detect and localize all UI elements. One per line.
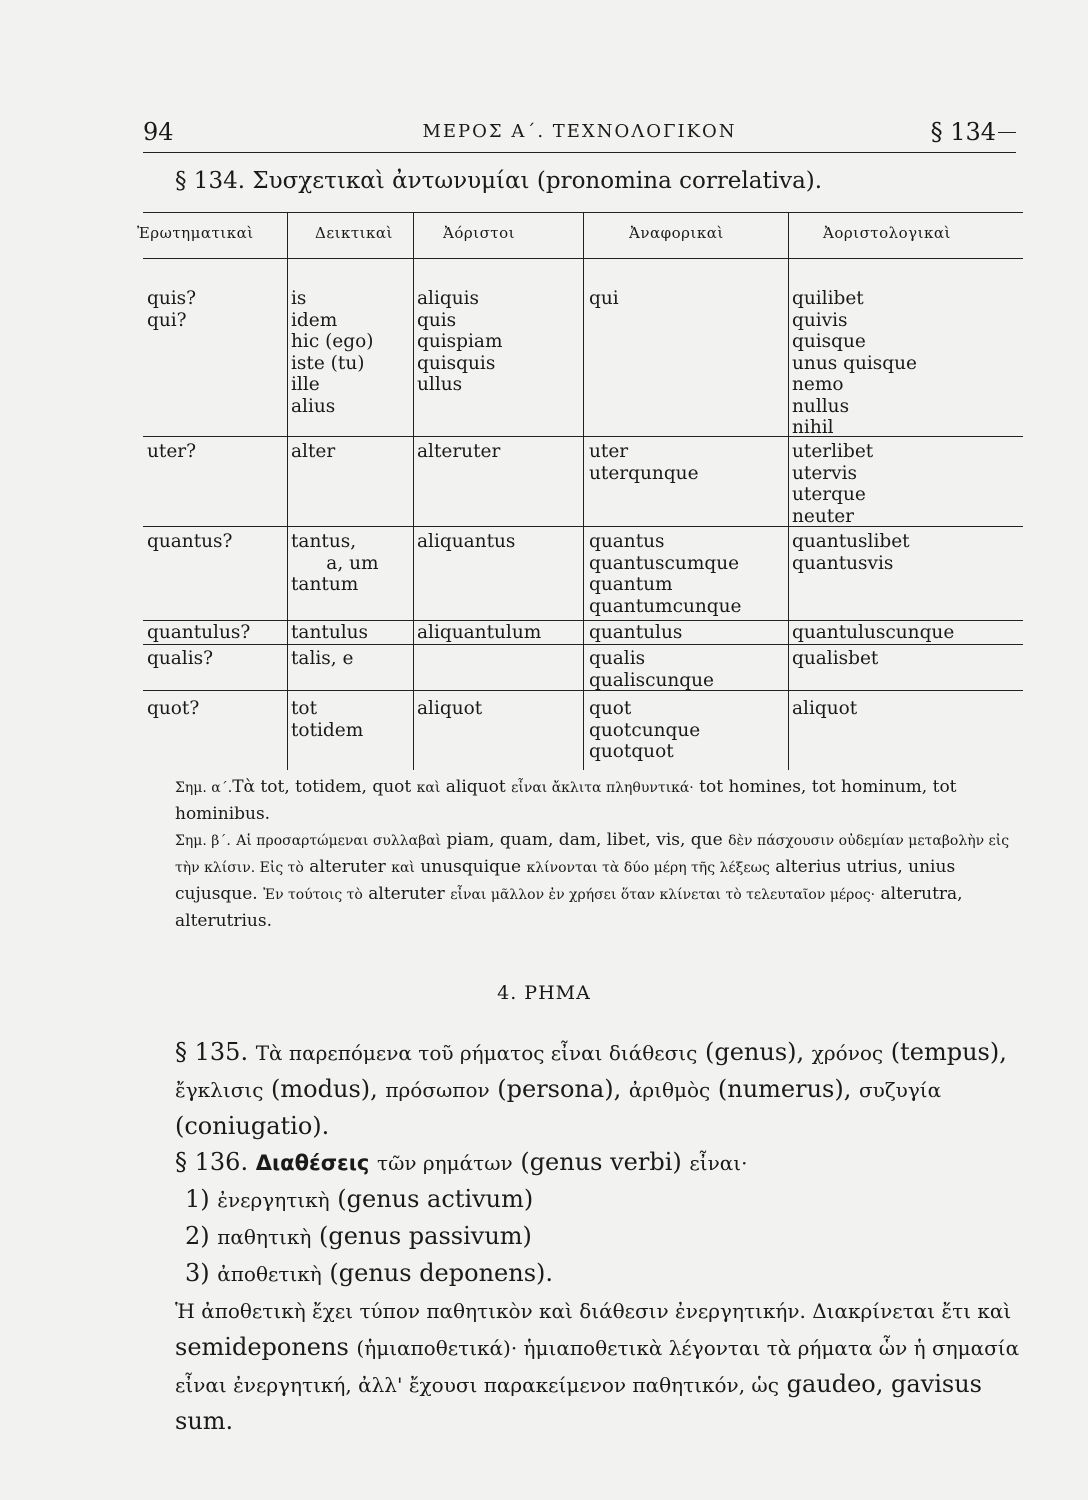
table-cell: uter uterqunque	[589, 441, 699, 484]
table-cell: quilibet quivis quisque unus quisque nemo nullus nihil	[792, 288, 917, 438]
running-title: ΜΕΡΟΣ Α΄. ΤΕΧΝΟΛΟΓΙΚΟΝ	[422, 121, 737, 142]
table-cell: aliquantus	[417, 531, 516, 552]
table-cell: quis? qui?	[147, 288, 197, 331]
table-cell: uterlibet utervis uterque neuter	[792, 441, 874, 527]
table-cell: aliquantulum	[417, 622, 542, 643]
list-item: 2) παθητικὴ (genus passivum)	[185, 1222, 532, 1250]
table-cell: talis, e	[291, 648, 354, 669]
table-cell: is idem hic (ego) iste (tu) ille alius	[291, 288, 374, 417]
paragraph-deponens: Ἡ ἀποθετικὴ ἔχει τύπον παθητικὸν καὶ διάθεσιν ἐνεργητικήν. Διακρίνεται ἔτι καὶ semideponens (ἡμιαποθετικά)· ἡμιαποθετικὰ λέγονται τὰ ρήματα ὧν ἡ σημασία εἶναι ἐνεργητική, ἀλλ' ἔχουσι παρακείμενον παθητικόν, ὡς gaudeo, gavisus sum.	[175, 1299, 1020, 1435]
table-cell: tot totidem	[291, 698, 364, 741]
table-cell: qualisbet	[792, 648, 879, 669]
group-rule	[143, 620, 1023, 621]
group-rule	[143, 526, 1023, 527]
table-cell: qui	[589, 288, 619, 309]
section-heading: § 134. Συσχετικαὶ ἀντωνυμίαι (pronomina correlativa).	[175, 168, 823, 194]
table-cell: aliquis quis quispiam quisquis ullus	[417, 288, 503, 395]
header-dash	[998, 132, 1016, 133]
correlatives-table	[137, 212, 1023, 770]
table-cell: quot?	[147, 698, 200, 719]
paragraph-135: § 135. Τὰ παρεπόμενα τοῦ ρήματος εἶναι διάθεσις (genus), χρόνος (tempus), ἔγκλισις (modus), πρόσωπον (persona), ἀριθμὸς (numerus), συζυγία (coniugatio).	[175, 1038, 1007, 1140]
page-number: 94	[143, 118, 174, 146]
table-cell: uter?	[147, 441, 197, 462]
table-cell: tantus, a, um tantum	[291, 531, 379, 595]
table-cell: quantulus?	[147, 622, 251, 643]
col-divider	[287, 212, 288, 770]
list-item: 1) ἐνεργητικὴ (genus activum)	[185, 1185, 534, 1213]
col-divider	[788, 212, 789, 770]
list-item: 3) ἀποθετικὴ (genus deponens).	[185, 1259, 553, 1287]
table-cell: aliquot	[417, 698, 483, 719]
col-divider	[413, 212, 414, 770]
table-cell: quantulus	[589, 622, 683, 643]
table-cell: quantus?	[147, 531, 233, 552]
table-cell: alteruter	[417, 441, 501, 462]
paragraph-136: § 136. Διαθέσεις τῶν ρημάτων (genus verbi) εἶναι·	[175, 1148, 748, 1176]
col-divider	[583, 212, 584, 770]
table-cell: quantuslibet quantusvis	[792, 531, 910, 574]
section-ref: § 134	[930, 118, 996, 146]
table-cell: quantus quantuscumque quantum quantumcunque	[589, 531, 742, 617]
group-rule	[143, 690, 1023, 691]
table-cell: alter	[291, 441, 336, 462]
col-header-indefinite-relative: Ἀοριστολογικαὶ	[823, 224, 951, 242]
note-1: Σημ. α΄.Τὰ tot, totidem, quot καὶ aliquot εἶναι ἄκλιτα πληθυντικά· tot homines, tot hominum, tot hominibus.	[175, 777, 957, 824]
col-header-relative: Ἀναφορικαὶ	[629, 224, 724, 242]
col-header-demonstrative: Δεικτικαὶ	[315, 224, 393, 242]
table-cell: quot quotcunque quotquot	[589, 698, 701, 762]
main-text	[147, 1034, 1027, 1439]
table-cell: tantulus	[291, 622, 369, 643]
group-rule	[143, 644, 1023, 645]
header-rule	[143, 152, 1016, 153]
col-header-interrogative: Ἐρωτηματικαὶ	[137, 224, 254, 242]
table-notes	[147, 774, 1027, 934]
table-cell: qualis qualiscunque	[589, 648, 715, 691]
table-cell: qualis?	[147, 648, 214, 669]
table-cell: quantuluscunque	[792, 622, 955, 643]
subsection-title: 4. ΡΗΜΑ	[497, 982, 591, 1004]
col-header-indefinite: Ἀόριστοι	[443, 224, 516, 242]
running-header	[143, 118, 1016, 150]
note-2: Σημ. β΄. Αἱ προσαρτώμεναι συλλαβαὶ piam, quam, dam, libet, vis, que δὲν πάσχουσιν οὐδεμίαν μεταβολὴν εἰς τὴν κλίσιν. Εἰς τὸ alteruter καὶ unusquique κλίνονται τὰ δύο μέρη τῆς λέξεως alterius utrius, unius cujusque. Ἐν τούτοις τὸ alteruter εἶναι μᾶλλον ἐν χρήσει ὅταν κλίνεται τὸ τελευταῖον μέρος· alterutra, alterutrius.	[175, 830, 1010, 931]
table-cell: aliquot	[792, 698, 858, 719]
